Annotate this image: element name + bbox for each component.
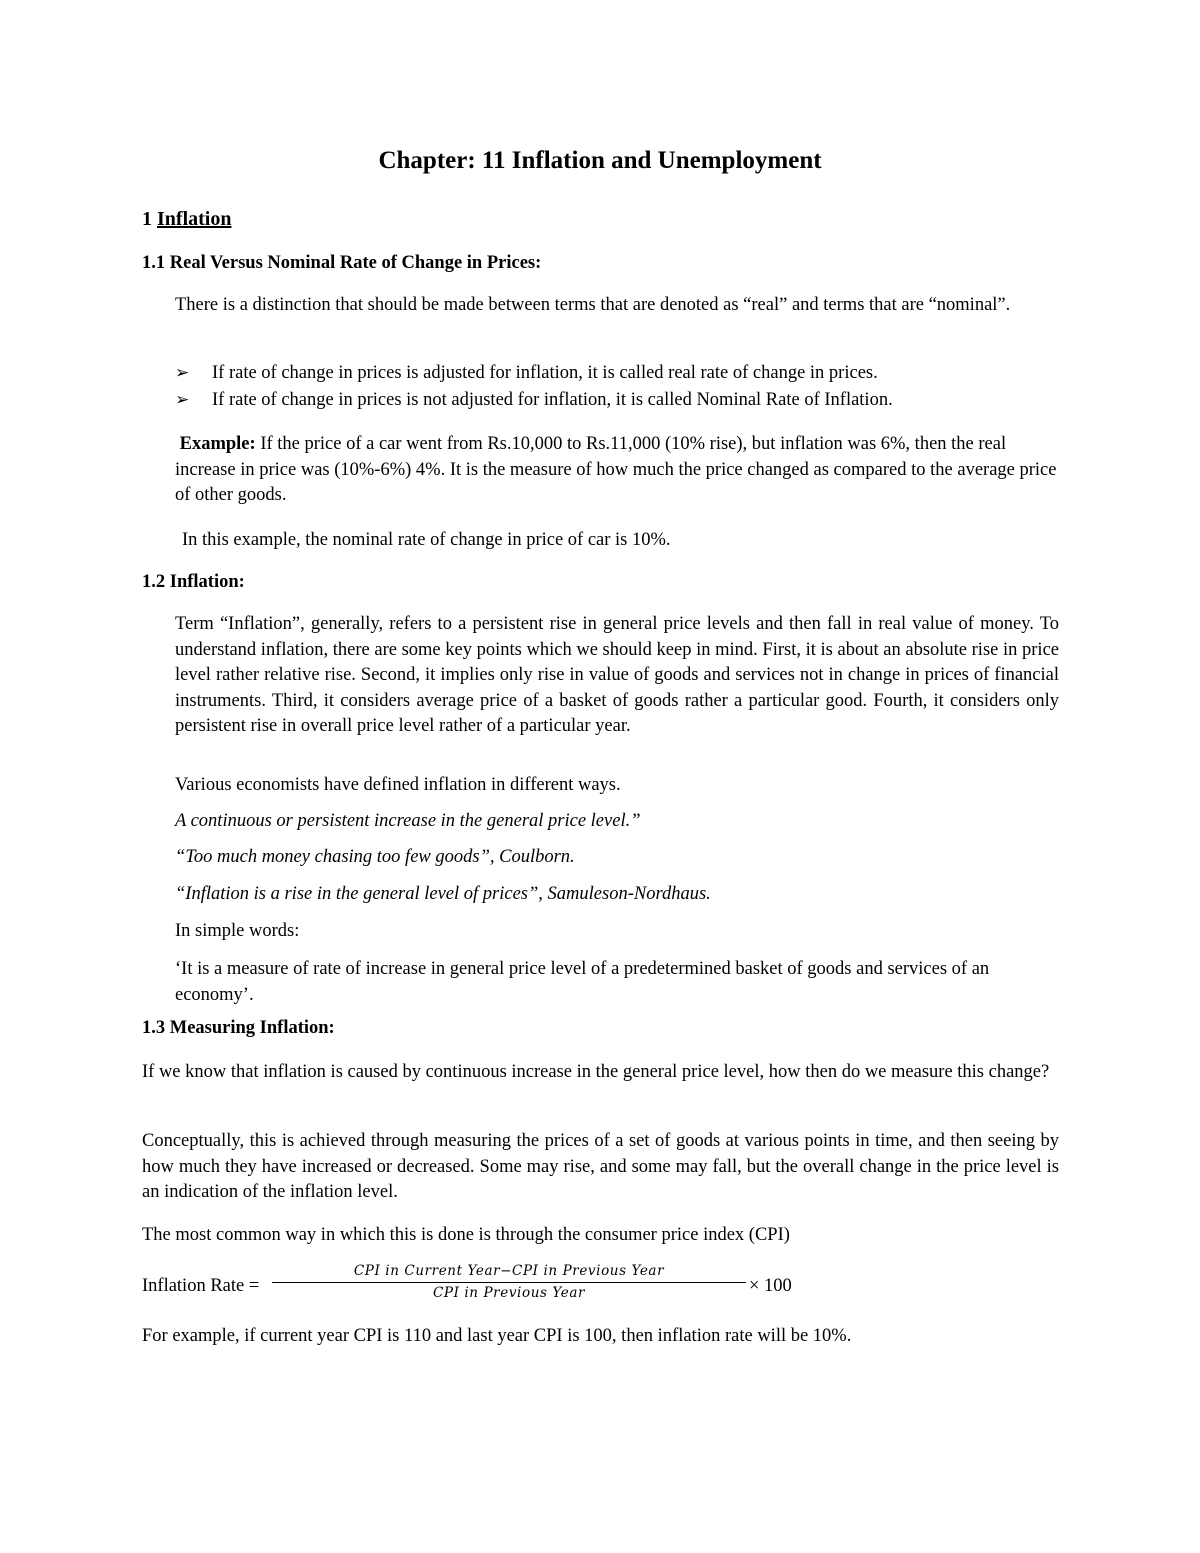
formula-denominator: CPI in Previous Year xyxy=(432,1285,586,1301)
paragraph-simple-words-label: In simple words: xyxy=(175,921,300,941)
bullet-text: If rate of change in prices is adjusted for inflation, it is called real rate of change in prices. xyxy=(212,363,878,383)
paragraph-example xyxy=(175,432,1059,509)
bullet-item-real xyxy=(175,363,878,384)
arrow-bullet-icon: ➢ xyxy=(175,390,190,410)
bullet-text: If rate of change in prices is not adjusted for inflation, it is called Nominal Rate of Inflation. xyxy=(212,390,893,410)
subsection-heading-1-2: 1.2 Inflation: xyxy=(142,572,245,592)
arrow-bullet-icon: ➢ xyxy=(175,363,190,383)
paragraph-economists: Various economists have defined inflation in different ways. xyxy=(175,775,621,795)
paragraph-cpi-example: For example, if current year CPI is 110 and last year CPI is 100, then inflation rate will be 10%. xyxy=(142,1326,852,1346)
subsection-heading-1-1: 1.1 Real Versus Nominal Rate of Change in Prices: xyxy=(142,253,542,273)
quote-coulborn: “Too much money chasing too few goods”, Coulborn. xyxy=(175,847,575,867)
example-label: Example: xyxy=(179,434,256,454)
chapter-title: Chapter: 11 Inflation and Unemployment xyxy=(378,147,822,174)
paragraph-conceptually: Conceptually, this is achieved through measuring the prices of a set of goods at various points in time, and then seeing by how much they have increased or decreased. Some may rise, and some may fall, but the overall change in the price level is an indication of the inflation level. xyxy=(142,1131,1059,1202)
formula-label: Inflation Rate = xyxy=(142,1276,260,1296)
paragraph-simple-definition: ‘It is a measure of rate of increase in general price level of a predetermined basket of goods and services of an economy’. xyxy=(175,959,990,1005)
formula-multiplier: × 100 xyxy=(749,1276,792,1296)
paragraph-measuring-question: If we know that inflation is caused by continuous increase in the general price level, how then do we measure this change? xyxy=(142,1062,1050,1082)
inflation-rate-formula xyxy=(142,1263,822,1313)
section-label: Inflation xyxy=(157,208,232,230)
formula-numerator: CPI in Current Year−CPI in Previous Year xyxy=(272,1263,746,1283)
quote-continuous-increase: A continuous or persistent increase in the general price level.” xyxy=(175,811,641,831)
paragraph-cpi-intro: The most common way in which this is done is through the consumer price index (CPI) xyxy=(142,1225,790,1245)
section-heading-inflation xyxy=(142,208,231,231)
paragraph-real-nominal-intro: There is a distinction that should be made between terms that are denoted as “real” and terms that are “nominal”. xyxy=(175,295,1011,315)
subsection-heading-1-3: 1.3 Measuring Inflation: xyxy=(142,1018,335,1038)
paragraph-example-note: In this example, the nominal rate of change in price of car is 10%. xyxy=(182,530,671,550)
quote-samuelson-nordhaus: “Inflation is a rise in the general level of prices”, Samuleson-Nordhaus. xyxy=(175,884,711,904)
formula-fraction xyxy=(272,1263,746,1301)
example-text: If the price of a car went from Rs.10,000 to Rs.11,000 (10% rise), but inflation was 6%, then the real increase in price was (10%-6%) 4%. It is the measure of how much the price changed as compared to the average price of other goods. xyxy=(175,434,1057,505)
bullet-item-nominal xyxy=(175,390,893,411)
section-number: 1 xyxy=(142,208,152,230)
paragraph-inflation-definition: Term “Inflation”, generally, refers to a persistent rise in general price levels and then fall in real value of money. To understand inflation, there are some key points which we should keep in mind. First, it is about an absolute rise in price level rather relative rise. Second, it implies only rise in value of goods and services not in change in prices of financial instruments. Third, it considers average price of a basket of goods rather a particular good. Fourth, it considers only persistent rise in overall price level rather of a particular year. xyxy=(175,614,1059,736)
